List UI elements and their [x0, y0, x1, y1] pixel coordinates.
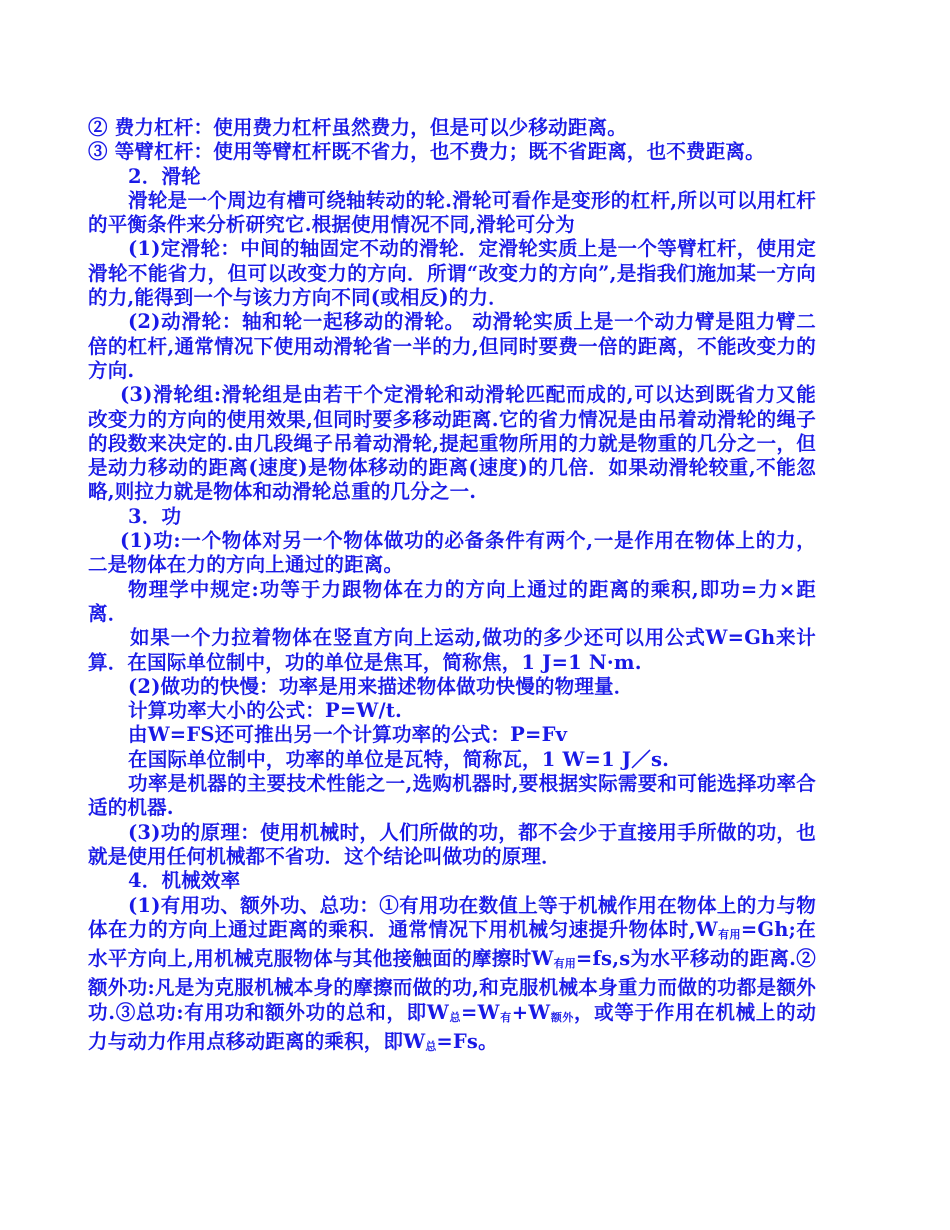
paragraph-useful-extra-total-work [88, 894, 816, 1060]
paragraph-power-formula: 计算功率大小的公式：P=W/t. [128, 699, 403, 723]
text-run: =Fs。 [436, 1029, 498, 1053]
heading-pulley: 2．滑轮 [128, 164, 201, 188]
paragraph-pulley-intro: 滑轮是一个周边有槽可绕轴转动的轮.滑轮可看作是变形的杠杆,所以可以用杠杆的平衡条件来分析研究它.根据使用情况不同,滑轮可分为 [88, 188, 816, 237]
text-run: =fs,s为水平移动的距离.②额外功:凡是为克服机械本身的摩擦而做的功,和克服机械本身重力而做的功都是额外功.③总功:有用功和额外功的总和，即W [88, 947, 816, 1024]
subscript-useful-short: 有 [499, 1010, 512, 1024]
paragraph-power-intro: (2)做功的快慢：功率是用来描述物体做功快慢的物理量． [128, 674, 634, 698]
paragraph-power-fv: 由W=FS还可推出另一个计算功率的公式：P=Fv [128, 723, 568, 747]
paragraph-power-machine: 功率是机器的主要技术性能之一,选购机器时,要根据实际需要和可能选择功率合适的机器. [88, 772, 816, 820]
paragraph-work-rule: 物理学中规定:功等于力跟物体在力的方向上通过的距离的乘积,即功=力×距离． [88, 577, 816, 625]
paragraph-lever-costly: ② 费力杠杆：使用费力杠杆虽然费力，但是可以少移动距离。 [88, 116, 627, 139]
heading-efficiency: 4．机械效率 [128, 869, 241, 893]
text-run: (1)有用功、额外功、总功：①有用功在数值上等于机械作用在物体上的力与物体在力的方向上通过距离的乘积．通常情况下用机械匀速提升物体时,W [88, 893, 816, 941]
paragraph-pulley-block: (3)滑轮组:滑轮组是由若干个定滑轮和动滑轮匹配而成的,可以达到既省力又能改变力的方向的使用效果,但同时要多移动距离.它的省力情况是由吊着动滑轮的绳子的段数来决定的.由几段绳子吊着动滑轮,提起重物所用的力就是物重的几分之一，但是动力移动的距离(速度)是物体移动的距离(速度)的几倍．如果动滑轮较重,不能忽略,则拉力就是物体和动滑轮总重的几分之一. [88, 383, 816, 504]
text-run: +W [511, 1000, 551, 1024]
subscript-total: 总 [449, 1010, 462, 1024]
text-run: =W [461, 1000, 500, 1024]
paragraph-power-unit: 在国际单位制中，功率的单位是瓦特，简称瓦，1 W=1 J／s. [128, 747, 670, 771]
paragraph-work-definition: (1)功:一个物体对另一个物体做功的必备条件有两个,一是作用在物体上的力，二是物体在力的方向上通过的距离。 [88, 529, 816, 577]
subscript-total: 总 [425, 1039, 437, 1053]
paragraph-work-vertical: 如果一个力拉着物体在竖直方向上运动,做功的多少还可以用公式W=Gh来计算．在国际单位制中，功的单位是焦耳，简称焦，1 J=1 N·m. [88, 626, 816, 674]
paragraph-fixed-pulley: (1)定滑轮：中间的轴固定不动的滑轮．定滑轮实质上是一个等臂杠杆，使用定滑轮不能省力，但可以改变力的方向．所谓“改变力的方向”,是指我们施加某一方向的力,能得到一个与该力方向不同(或相反)的力． [88, 237, 816, 310]
paragraph-lever-equal-arm: ③ 等臂杠杆：使用等臂杠杆既不省力，也不费力；既不省距离，也不费距离。 [88, 140, 765, 164]
text-run: ，或等于作用在机械上的动力与动力作用点移动距离的乘积，即W [88, 1000, 817, 1053]
text-run: =Gh;在水平方向上,用机械克服物体与其他接触面的摩擦时W [88, 917, 817, 971]
paragraph-work-principle: (3)功的原理：使用机械时，人们所做的功，都不会少于直接用手所做的功，也就是使用任何机械都不省功．这个结论叫做功的原理． [88, 820, 816, 868]
subscript-extra: 额外 [550, 1010, 574, 1024]
document-page [88, 116, 816, 1059]
paragraph-movable-pulley: (2)动滑轮：轴和轮一起移动的滑轮。 动滑轮实质上是一个动力臂是阻力臂二倍的杠杆,通常情况下使用动滑轮省一半的力,但同时要费一倍的距离，不能改变力的方向. [88, 310, 816, 382]
subscript-useful: 有用 [717, 927, 741, 941]
heading-work: 3．功 [128, 504, 182, 528]
subscript-useful: 有用 [553, 957, 576, 971]
